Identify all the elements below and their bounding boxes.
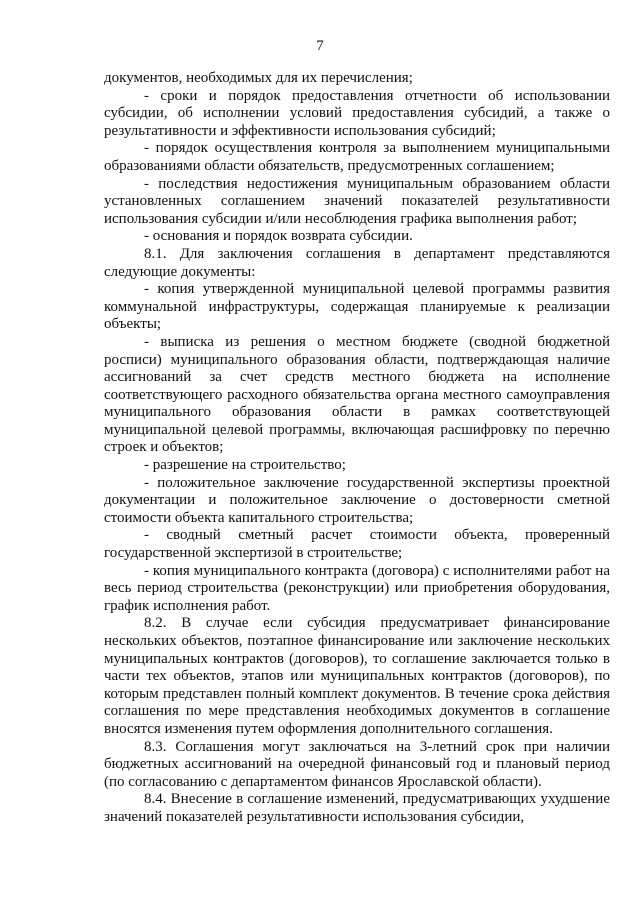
list-item-program-copy: - копия утвержденной муниципальной целевой программы развития коммунальной инфраструктуры, содержащая планируемые к реализации объекты; — [104, 281, 610, 333]
list-item-building-permit: - разрешение на строительство; — [144, 457, 346, 474]
section-8-2: 8.2. В случае если субсидия предусматривает финансирование нескольких объектов, поэтапное финансирование или заключение нескольких муниципальных контрактов (договоров), то соглашение заключается только в части тех объектов, этапов или муниципальных контрактов (договоров), по которым представлен полный комплект документов. В течение срока действия соглашения по мере представления необходимых документов в соглашение вносятся изменения путем оформления дополнительного соглашения. — [104, 615, 610, 737]
list-item-reporting-terms: - сроки и порядок предоставления отчетности об использовании субсидии, об исполнении условий предоставления субсидий, а также о результативности и эффективности использования субсидий; — [104, 87, 610, 139]
paragraph-continuation: документов, необходимых для их перечисления; — [104, 70, 413, 86]
list-item-refund-grounds: - основания и порядок возврата субсидии. — [144, 228, 413, 245]
page-number: 7 — [316, 38, 324, 54]
section-8-3: 8.3. Соглашения могут заключаться на 3-летний срок при наличии бюджетных ассигнований на очередной финансовый год и плановый период (по согласованию с департаментом финансов Ярославской области). — [104, 738, 610, 790]
list-item-estimate: - сводный сметный расчет стоимости объекта, проверенный государственной экспертизой в строительстве; — [104, 527, 610, 562]
section-8-4: 8.4. Внесение в соглашение изменений, предусматривающих ухудшение значений показателей результативности использования субсидии, — [104, 791, 610, 825]
section-8-1: 8.1. Для заключения соглашения в департамент представляются следующие документы: — [104, 245, 610, 280]
list-item-contract-copy: - копия муниципального контракта (договора) с исполнителями работ на весь период строительства (реконструкции) или приобретения оборудования, график исполнения работ. — [104, 562, 610, 614]
list-item-budget-extract: - выписка из решения о местном бюджете (сводной бюджетной росписи) муниципального образования области, подтверждающая наличие ассигнований за счет средств местного бюджета на исполнение соответствующего расходного обязательства органа местного самоуправления муниципального образования области в рамках соответствующей муниципальной целевой программы, включающая расшифровку по перечню строек и объектов; — [104, 333, 610, 456]
list-item-expertise-conclusion: - положительное заключение государственной экспертизы проектной документации и положительное заключение о достоверности сметной стоимости объекта капитального строительства; — [104, 474, 610, 526]
list-item-consequences: - последствия недостижения муниципальным образованием области установленных соглашением значений показателей результативности использования субсидии и/или несоблюдения графика выполнения работ; — [104, 175, 610, 227]
list-item-control-procedure: - порядок осуществления контроля за выполнением муниципальными образованиями области обязательств, предусмотренных соглашением; — [104, 140, 610, 174]
document-body — [104, 70, 610, 827]
